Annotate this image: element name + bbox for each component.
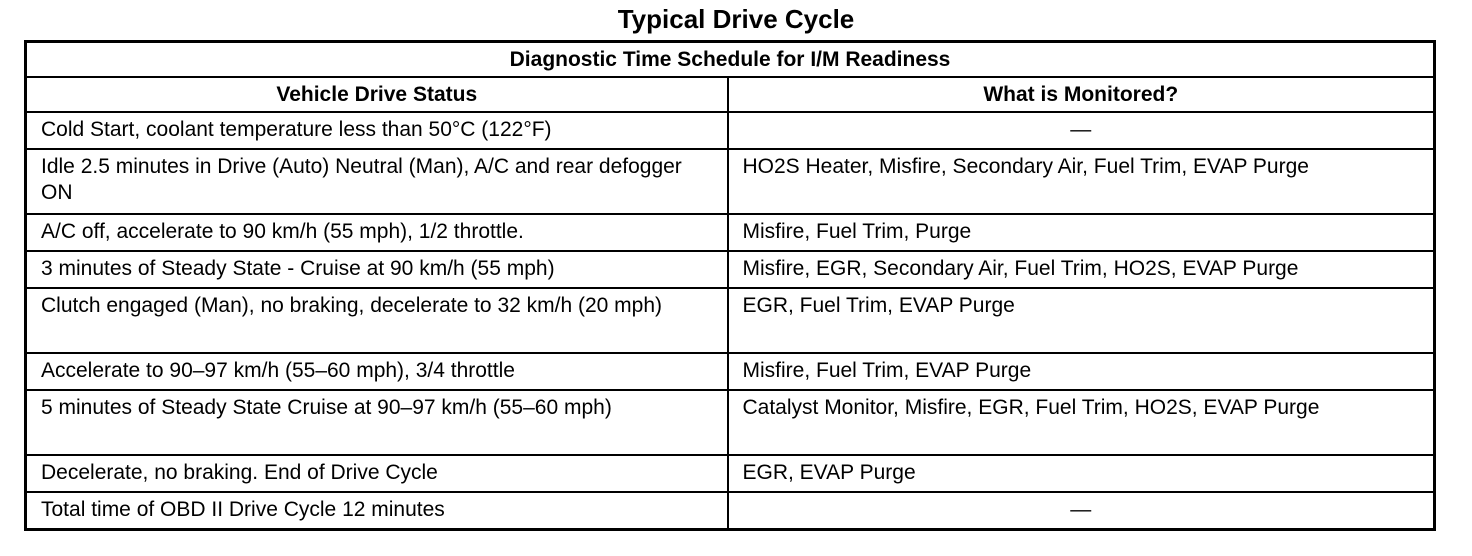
table-row: [26, 149, 1435, 214]
drive-status-cell: Accelerate to 90–97 km/h (55–60 mph), 3/4 throttle: [26, 353, 728, 390]
table-row: [26, 214, 1435, 251]
drive-status-cell: Total time of OBD II Drive Cycle 12 minutes: [26, 492, 728, 530]
table-row: [26, 288, 1435, 353]
table-row: [26, 455, 1435, 492]
monitored-cell: HO2S Heater, Misfire, Secondary Air, Fuel Trim, EVAP Purge: [728, 149, 1435, 214]
monitored-cell: Misfire, EGR, Secondary Air, Fuel Trim, HO2S, EVAP Purge: [728, 251, 1435, 288]
document-title: Typical Drive Cycle: [617, 4, 855, 34]
table-caption: Diagnostic Time Schedule for I/M Readiness: [26, 42, 1435, 78]
drive-status-cell: Clutch engaged (Man), no braking, decelerate to 32 km/h (20 mph): [26, 288, 728, 353]
table-row: [26, 353, 1435, 390]
table-row: [26, 251, 1435, 288]
monitored-cell: EGR, Fuel Trim, EVAP Purge: [728, 288, 1435, 353]
monitored-cell: Misfire, Fuel Trim, Purge: [728, 214, 1435, 251]
drive-status-cell: Decelerate, no braking. End of Drive Cycle: [26, 455, 728, 492]
drive-status-cell: Cold Start, coolant temperature less than 50°C (122°F): [26, 112, 728, 149]
drive-cycle-table: [24, 40, 1436, 531]
monitored-cell: Misfire, Fuel Trim, EVAP Purge: [728, 353, 1435, 390]
table-row: [26, 112, 1435, 149]
table-row: [26, 390, 1435, 455]
monitored-cell: EGR, EVAP Purge: [728, 455, 1435, 492]
monitored-cell: —: [728, 112, 1435, 149]
monitored-cell: Catalyst Monitor, Misfire, EGR, Fuel Trim, HO2S, EVAP Purge: [728, 390, 1435, 455]
table-row: [26, 492, 1435, 530]
drive-status-cell: A/C off, accelerate to 90 km/h (55 mph), 1/2 throttle.: [26, 214, 728, 251]
drive-status-cell: 3 minutes of Steady State - Cruise at 90 km/h (55 mph): [26, 251, 728, 288]
column-header-drive-status: Vehicle Drive Status: [26, 77, 728, 112]
column-header-monitored: What is Monitored?: [728, 77, 1435, 112]
drive-status-cell: 5 minutes of Steady State Cruise at 90–97 km/h (55–60 mph): [26, 390, 728, 455]
drive-status-cell: Idle 2.5 minutes in Drive (Auto) Neutral (Man), A/C and rear defogger ON: [26, 149, 728, 214]
monitored-cell: —: [728, 492, 1435, 530]
